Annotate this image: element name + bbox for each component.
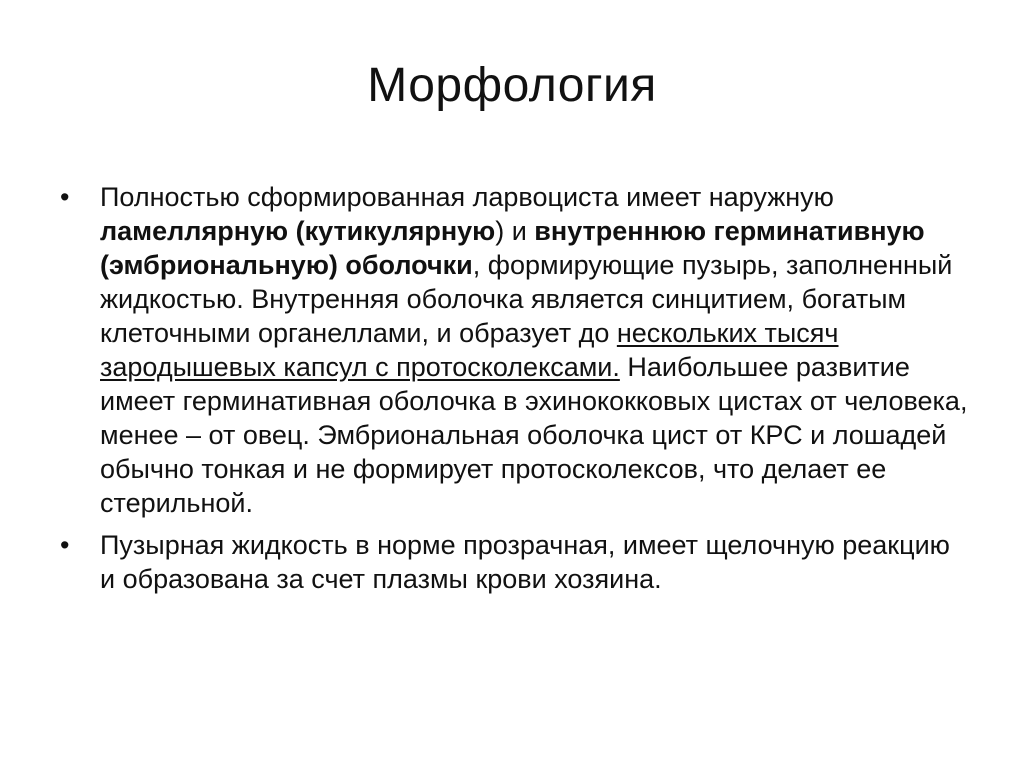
text-segment: Пузырная жидкость в норме прозрачная, имеет щелочную реакцию и образована за счет плазмы крови хозяина. (100, 530, 950, 594)
text-segment: , формирующие пузырь, заполненный жидкостью. Внутренняя оболочка является синцитием, богатым клеточными органеллами, и образует до (100, 250, 953, 348)
slide-title: Морфология (367, 59, 657, 112)
bullet-item-1 (60, 180, 970, 520)
bullet-1-text (100, 182, 967, 518)
text-segment: ) и (495, 216, 535, 246)
bullet-item-2 (60, 528, 970, 596)
bold-term-germinal: внутреннюю герминативную (эмбриональную) оболочки (100, 216, 925, 280)
bold-term-lamellar: ламеллярную (кутикулярную (100, 216, 496, 246)
text-segment: Наибольшее развитие имеет герминативная оболочка в эхинококковых цистах от человека, менее – от овец. Эмбриональная оболочка цист от КРС и лошадей обычно тонкая и не формирует протосколексов, что делает ее стерильной. (100, 352, 968, 518)
bullet-2-text (100, 530, 950, 594)
bullet-icon: • (60, 530, 70, 560)
bullet-list (60, 180, 970, 604)
underlined-phrase: нескольких тысяч зародышевых капсул с протосколексами. (100, 318, 839, 382)
bullet-icon: • (60, 182, 70, 212)
text-segment: Полностью сформированная ларвоциста имеет наружную (100, 182, 834, 212)
